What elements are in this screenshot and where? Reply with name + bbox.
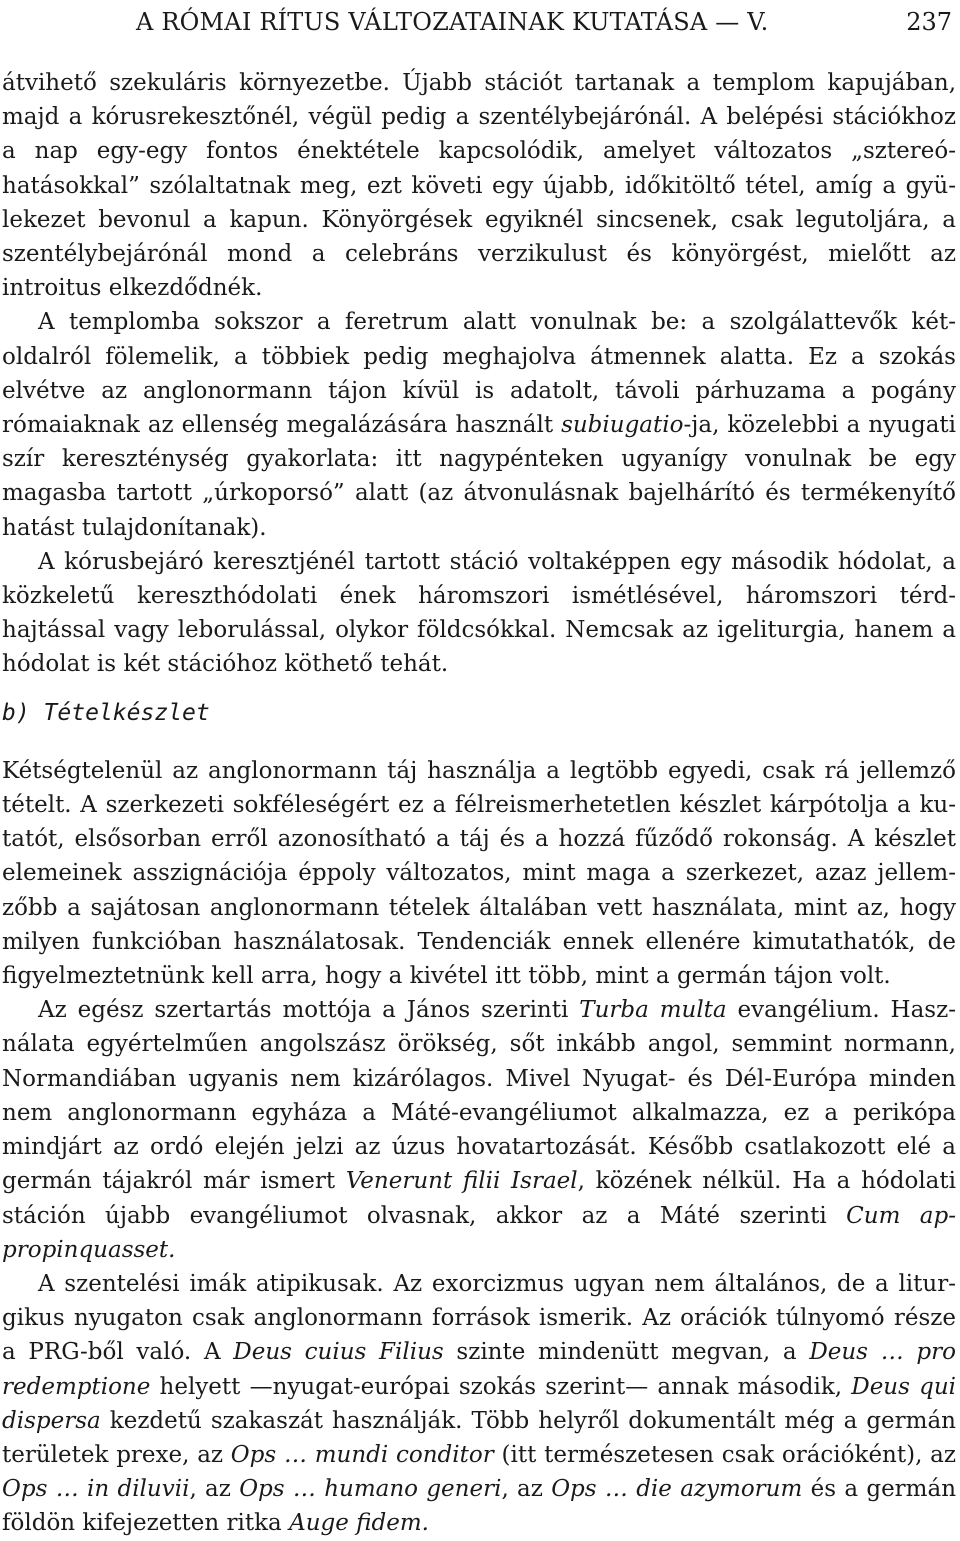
text-run: helyett —nyugat-európai szokás szerint— annak második, [150,1373,852,1400]
paragraph-4 [2,754,956,993]
paragraph-1 [2,66,956,305]
paragraph-5 [2,993,956,1267]
running-head [2,0,956,44]
italic-text-run: subiugatio [561,412,684,439]
paragraph-2 [2,305,956,544]
text-run: A templomba sokszor a feretrum alatt vonulnak be: a szolgálattevők kétoldalról fölemelik, a többiek pedig meghajolva átmennek alatta. Ez a szokás elvétve az anglonormann tájon kívül is adatolt, távoli párhuzama a pogány rómaiaknak az ellenség megalázására használt [2,309,956,439]
running-head-title: A RÓMAI RÍTUS VÁLTOZATAINAK KUTATÁSA — V. [136,8,769,36]
italic-text-run: Ops … humano generi [239,1476,502,1503]
italic-text-run: Deus qui dispersa [2,1373,956,1434]
text-run: átvihető szekuláris környezetbe. Újabb stációt tartanak a templom kapujában, majd a kórusrekesztőnél, végül pedig a szentélybejárónál. A belépési stációkhoz a nap egy-egy fontos énektétele kapcsolódik, amelyet változatos „sztereóhatásokkal” szólaltatnak meg, ezt követi egy újabb, időkitöltő tétel, amíg a gyülekezet bevonul a kapun. Könyörgések egyiknél sincsenek, csak legutoljára, a szentélybejárónál mond a celebráns verzikulust és könyörgést, mielőtt az introitus elkezdődnék. [2,70,956,302]
text-run: Kétségtelenül az anglonormann táj használja a legtöbb egyedi, csak rá jellemző tételt. A szerkezeti sokféleségért ez a félreismerhetetlen készlet kárpótolja a kutatót, elsősorban erről azonosítható a táj és a hozzá fűződő rokonság. A készlet elemeinek asszignációja éppoly változatos, mint maga a szerkezet, azaz jellemzőbb a sajátosan anglonormann tételek általában vett használata, mint az, hogy milyen funkcióban használatosak. Tendenciák ennek ellenére kimutathatók, de figyelmeztetnünk kell arra, hogy a kivétel itt több, mint a germán tájon volt. [2,757,956,990]
text-run: , az [501,1476,552,1503]
text-run: kezdetű szakaszát használják. Több helyről dokumentált még a germán területek prexe, az [2,1407,956,1468]
italic-text-run: Deus cuius Filius [233,1339,444,1366]
text-run: , az [189,1476,240,1503]
page-number: 237 [906,8,952,36]
paragraph-3 [2,545,956,682]
italic-text-run: Ops … mundi conditor [230,1441,494,1468]
body-text [2,66,956,1541]
text-run: szinte mindenütt megvan, a [443,1339,810,1366]
text-run: és a germán földön kifejezetten ritka [2,1476,957,1537]
text-run: -ja, közelebbi a nyugati szír kereszténység gyakorlata: itt nagypénteken ugyanígy vonulnak be egy magasba tartott „úrkoporsó” alatt (az átvonulásnak bajelhárító és termékenyítő hatást tulajdonítanak). [2,412,957,541]
text-run: A szentelési imák atipikusak. Az exorcizmus ugyan nem általános, de a liturgikus nyugaton csak anglonormann források ismerik. Az orációk túlnyomó része a PRG-ből való. A [2,1270,956,1366]
italic-text-run: Ops … die azymorum [551,1476,803,1503]
text-run: evangélium. Használata egyértelműen angolszász örökség, sőt inkább angol, semmint normann, Normandiában ugyanis nem kizárólagos. Mivel Nyugat- és Dél-Európa minden nem anglonormann egyháza a Máté-evangéliumot alkalmazza, ez a perikópa mindjárt az ordó elején jelzi az úzus hovatartozását. Később csatlakozott elé a germán tájakról már ismert [2,997,956,1195]
text-run: A kórusbejáró keresztjénél tartott stáció voltaképpen egy második hódolat, a közkeletű kereszthódolati ének háromszori ismétlésével, háromszori térdhajtással vagy leborulással, olykor földcsókkal. Nemcsak az igeliturgia, hanem a hódolat is két stációhoz köthető tehát. [2,548,956,678]
italic-text-run: Cum appropinquasset. [2,1202,956,1263]
italic-text-run: Auge fidem. [289,1510,429,1537]
section-heading: b) Tételkészlet [2,699,210,726]
italic-text-run: Ops … in diluvii [2,1476,190,1503]
text-run: (itt természetesen csak orációként), az [493,1441,956,1468]
text-run: Az egész szertartás mottója a János szerinti [38,997,580,1024]
text-run: , közének nélkül. Ha a hódolati stáción újabb evangéliumot olvasnak, akkor az a Máté szerinti [2,1168,956,1229]
italic-text-run: Turba multa [579,997,727,1024]
italic-text-run: Venerunt filii Israel [345,1168,578,1195]
paragraph-6 [2,1267,956,1541]
italic-text-run: Deus … pro redemptione [2,1339,956,1400]
